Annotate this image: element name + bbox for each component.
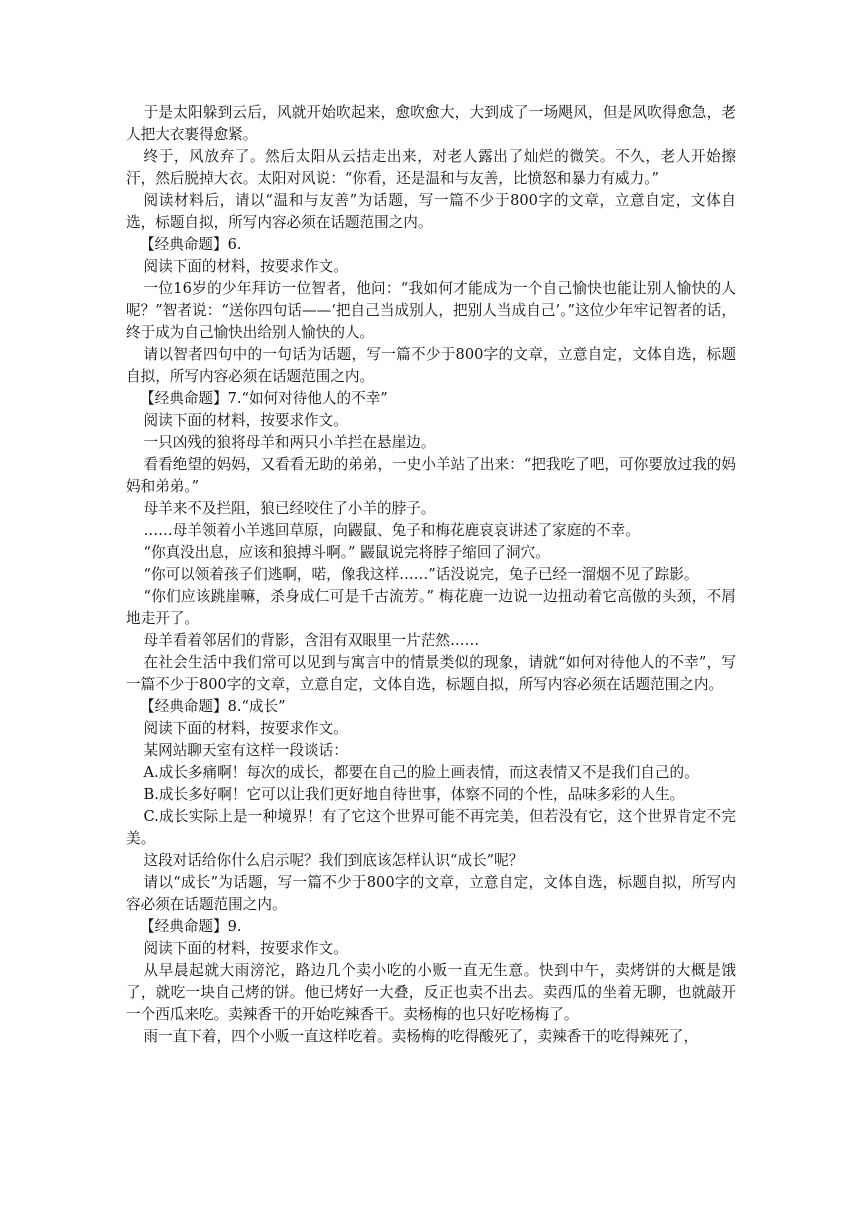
paragraph: “你真没出息，应该和狼搏斗啊。” 鼹鼠说完将脖子缩回了洞穴。: [143, 544, 550, 561]
paragraph: 母羊来不及拦阻，狼已经咬住了小羊的脖子。: [143, 500, 436, 517]
paragraph: 阅读材料后，请以“温和与友善”为话题，写一篇不少于800字的文章，立意自定，文体自选，标题自拟，所写内容必须在话题范围之内。: [126, 192, 736, 231]
paragraph: 请以智者四句中的一句话为话题，写一篇不少于800字的文章，立意自定，文体自选，标题自拟，所写内容必须在话题范围之内。: [126, 346, 736, 385]
option-item: C.成长实际上是一种境界！有了它这个世界可能不再完美，但若没有它，这个世界肯定不完美。: [126, 808, 736, 847]
paragraph: 终于，风放弃了。然后太阳从云拮走出来，对老人露出了灿烂的微笑。不久，老人开始擦汗，然后脱掉大衣。太阳对风说：“你看，还是温和与友善，比愤怒和暴力有威力。”: [126, 148, 736, 187]
paragraph: 看看绝望的妈妈，又看看无助的弟弟，一史小羊站了出来：“把我吃了吧，可你要放过我的妈妈和弟弟。”: [126, 456, 736, 495]
paragraph: 一只凶残的狼将母羊和两只小羊拦在悬崖边。: [143, 434, 436, 451]
paragraph: 阅读下面的材料，按要求作文。: [143, 940, 348, 957]
paragraph: “你们应该跳崖嘛，杀身成仁可是千古流芳。” 梅花鹿一边说一边扭动着它高傲的头颈，不屑地走开了。: [126, 588, 736, 627]
paragraph: 某网站聊天室有这样一段谈话：: [143, 742, 348, 759]
paragraph: “你可以领着孩子们逃啊，喏，像我这样……”话没说完，兔子已经一溜烟不见了踪影。: [143, 566, 699, 583]
section-heading: 【经典命题】9.: [140, 918, 242, 935]
option-item: B.成长多好啊！它可以让我们更好地自待世事，体察不同的个性，品味多彩的人生。: [143, 786, 685, 803]
option-item: A.成长多痛啊！每次的成长，都要在自己的脸上画表情，而这表情又不是我们自己的。: [143, 764, 699, 781]
paragraph: 一位16岁的少年拜访一位智者，他问：“我如何才能成为一个自己愉快也能让别人愉快的人呢？”智者说：“送你四句话——‘把自己当成别人，把别人当成自己’。”这位少年牢记智者的话，终于成为自己愉快出给别人愉快的人。: [126, 280, 736, 341]
paragraph: 于是太阳躲到云后，风就开始吹起来，愈吹愈大，大到成了一场飓风，但是风吹得愈急，老人把大衣裹得愈紧。: [126, 104, 736, 143]
paragraph: 阅读下面的材料，按要求作文。: [143, 412, 348, 429]
paragraph: 雨一直下着，四个小贩一直这样吃着。卖杨梅的吃得酸死了，卖辣香干的吃得辣死了，: [143, 1028, 699, 1045]
section-heading: 【经典命题】7.“如何对待他人的不幸”: [140, 390, 388, 407]
section-heading: 【经典命题】6.: [140, 236, 242, 253]
paragraph: 请以“成长”为话题，写一篇不少于800字的文章，立意自定，文体自选，标题自拟，所写内容必须在话题范围之内。: [126, 874, 736, 913]
paragraph: 阅读下面的材料，按要求作文。: [143, 720, 348, 737]
section-heading: 【经典命题】8.“成长”: [140, 698, 286, 715]
paragraph: ……母羊领着小羊逃回草原，向鼹鼠、兔子和梅花鹿哀哀讲述了家庭的不幸。: [143, 522, 640, 539]
paragraph: 从早晨起就大雨滂沱，路边几个卖小吃的小贩一直无生意。快到中午，卖烤饼的大概是饿了，就吃一块自己烤的饼。他已烤好一大叠，反正也卖不出去。卖西瓜的坐着无聊，也就敲开一个西瓜来吃。卖辣香干的开始吃辣香干。卖杨梅的也只好吃杨梅了。: [126, 962, 736, 1023]
paragraph: 阅读下面的材料，按要求作文。: [143, 258, 348, 275]
paragraph: 这段对话给你什么启示呢？我们到底该怎样认识“成长”呢？: [143, 852, 524, 869]
document-body: [126, 102, 736, 1048]
paragraph: 母羊看着邻居们的背影，含泪有双眼里一片茫然……: [143, 632, 480, 649]
paragraph: 在社会生活中我们常可以见到与寓言中的情景类似的现象，请就“如何对待他人的不幸”，写一篇不少于800字的文章，立意自定，文体自选，标题自拟，所写内容必须在话题范围之内。: [126, 654, 736, 693]
